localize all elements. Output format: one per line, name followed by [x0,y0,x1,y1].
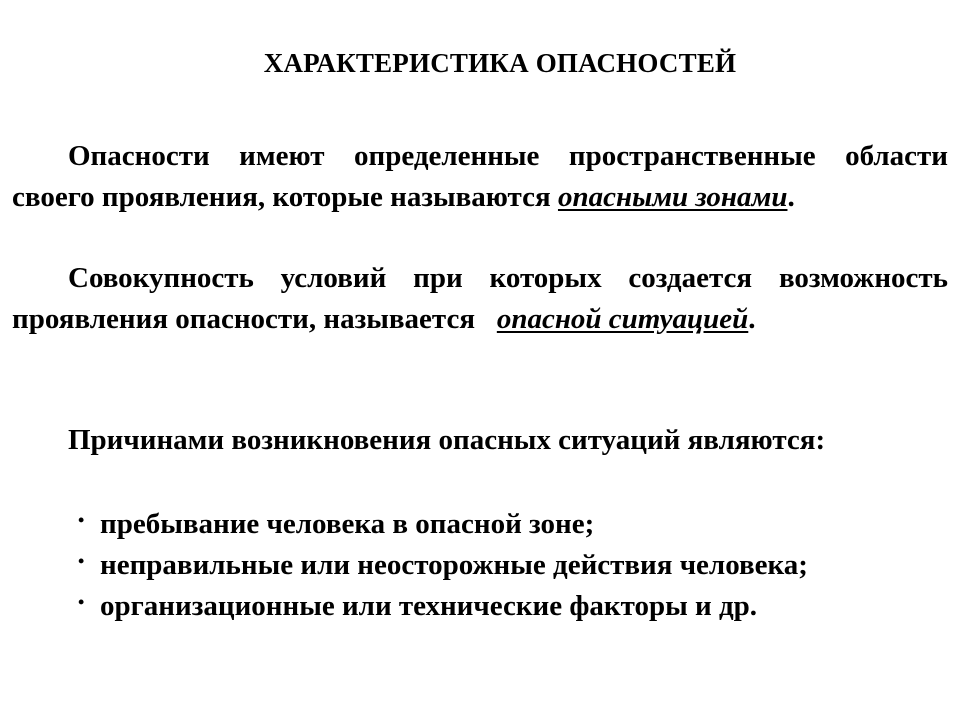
list-item-text: неправильные или неосторожные действия человека; [100,549,808,581]
list-item [72,545,952,586]
paragraph-text: Совокупность условий при которых создается возможность проявления опасности, называется [12,262,948,335]
slide-title: ХАРАКТЕРИСТИКА ОПАСНОСТЕЙ [263,48,737,78]
paragraph-causes [12,420,948,461]
paragraph-text: Опасности имеют определенные пространственные области своего проявления, которые называются [12,140,948,213]
term-hazard-zones: опасными зонами [557,181,788,213]
paragraph-end: . [787,181,795,213]
list-item-text: пребывание человека в опасной зоне; [100,508,595,540]
bullet-icon: • [78,510,85,530]
list-item [72,504,952,545]
paragraph-end: . [748,303,756,335]
term-hazard-situation: опасной ситуацией [496,303,749,335]
paragraph-hazard-zones [12,136,948,218]
bullet-icon: • [78,551,85,571]
causes-list [72,504,952,627]
list-item-text: организационные или технические факторы и др. [100,590,758,622]
paragraph-text: Причинами возникновения опасных ситуаций являются: [68,424,826,456]
list-item [72,586,952,627]
bullet-icon: • [78,592,85,612]
paragraph-hazard-situation [12,258,948,340]
